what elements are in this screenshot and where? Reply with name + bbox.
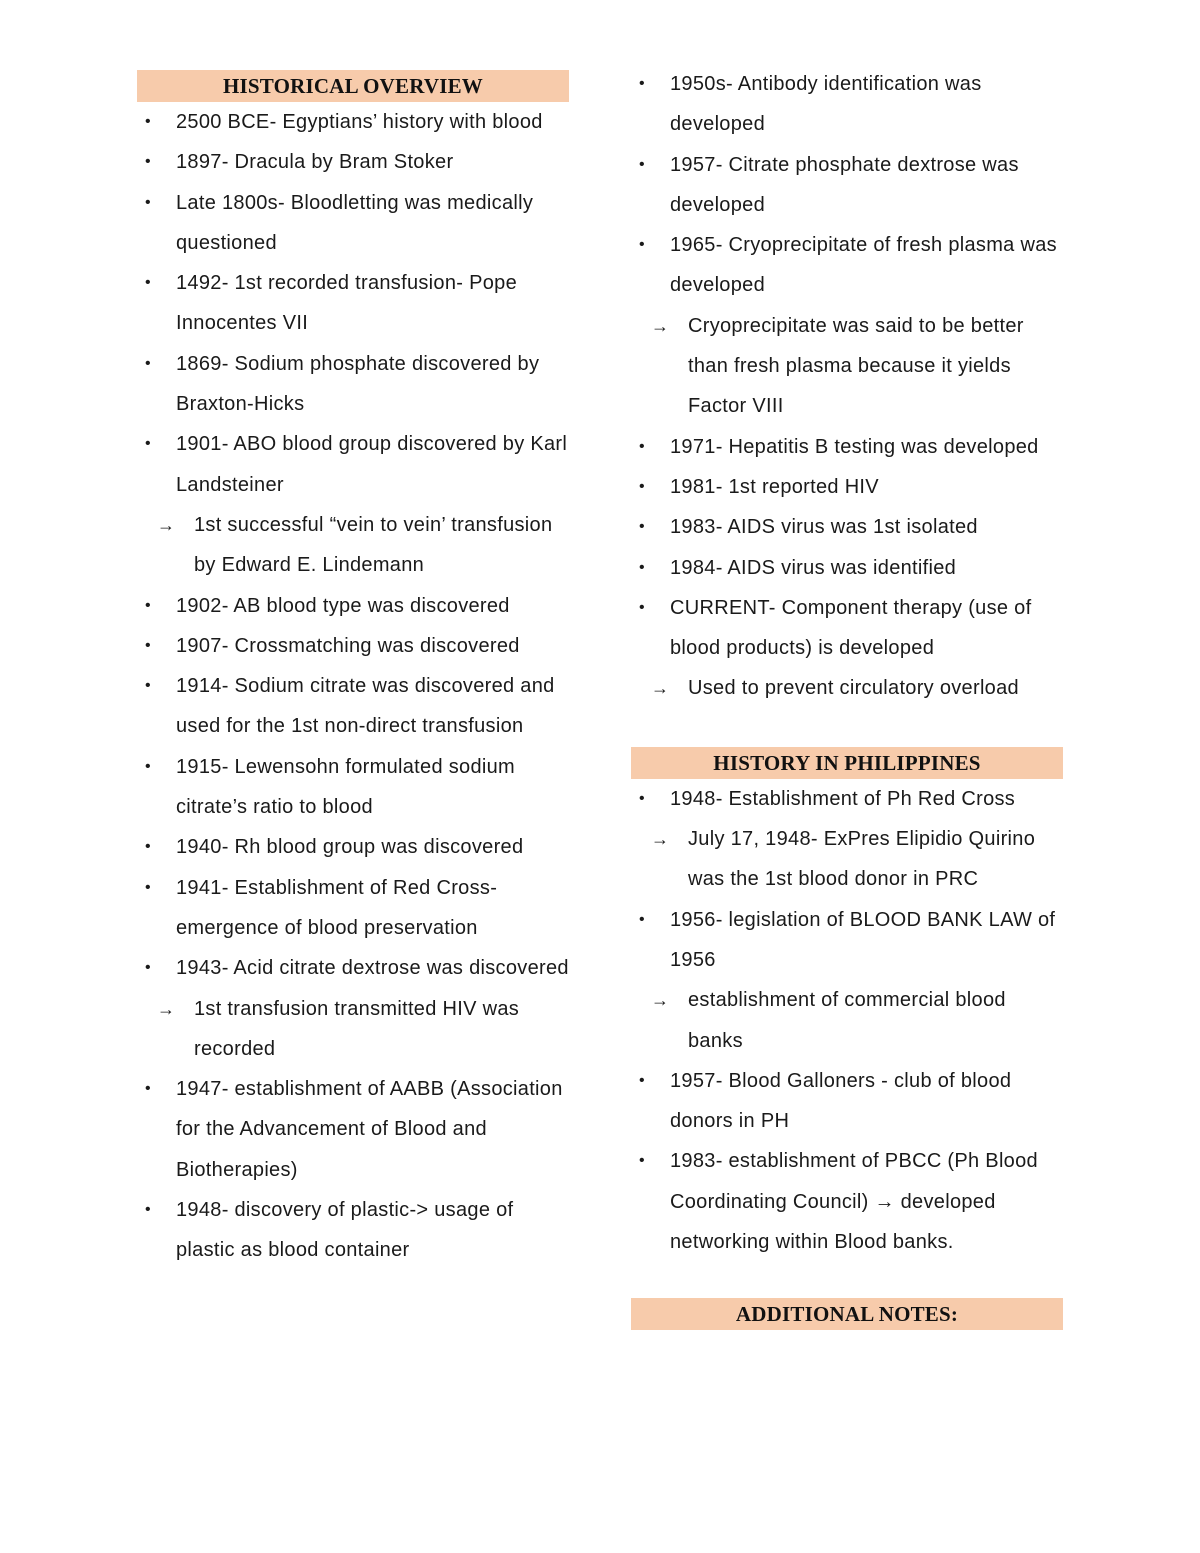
list-item-text: 1897- Dracula by Bram Stoker (176, 151, 454, 174)
list-item (631, 779, 1063, 819)
sub-list-item (631, 819, 1063, 900)
bullet-icon: • (145, 113, 151, 130)
bullet-icon: • (145, 757, 151, 775)
list-item (631, 145, 1063, 226)
list-item-text: Used to prevent circulatory overload (688, 677, 1019, 700)
bullet-icon: • (145, 838, 151, 856)
bullet-icon: • (145, 677, 151, 695)
list-item-text: 1943- Acid citrate dextrose was discovered (176, 957, 569, 980)
bullet-icon: • (639, 236, 645, 254)
list-item-text: 1901- ABO blood group discovered by Karl Landsteiner (176, 433, 568, 496)
list-item (631, 900, 1063, 981)
bullet-icon: • (145, 596, 151, 614)
bullet-icon: • (145, 354, 151, 372)
sub-list-item (631, 980, 1063, 1061)
arrow-icon: → (651, 315, 670, 336)
bullet-icon: • (145, 1201, 151, 1219)
sub-list-item (137, 505, 569, 586)
list-item (137, 1069, 569, 1190)
bullet-icon: • (145, 193, 151, 211)
list-item-text: 1902- AB blood type was discovered (176, 594, 510, 617)
sub-list-item (137, 989, 569, 1070)
bullet-icon: • (145, 636, 151, 654)
list-item-text: 1948- Establishment of Ph Red Cross (670, 787, 1016, 810)
arrow-icon: → (651, 829, 670, 850)
bullet-icon: • (145, 435, 151, 453)
list-item-text: 1869- Sodium phosphate discovered by Braxton-Hicks (176, 352, 540, 416)
list-item-text: 1907- Crossmatching was discovered (176, 634, 520, 657)
list-item (631, 548, 1063, 588)
list-item-text: 1957- Citrate phosphate dextrose was developed (670, 153, 1019, 216)
list-item-text: 2500 BCE- Egyptians’ history with blood (176, 111, 543, 133)
list-item-text: CURRENT- Component therapy (use of blood products) is developed (670, 596, 1032, 660)
bullet-icon: • (639, 75, 645, 92)
list-item-text: 1941- Establishment of Red Cross- emergence of blood preservation (176, 876, 498, 939)
bullet-icon: • (145, 1080, 151, 1098)
list-item (631, 225, 1063, 306)
list-item (137, 586, 569, 626)
list-item (631, 588, 1063, 669)
list-item (137, 666, 569, 747)
list-item (631, 507, 1063, 547)
list-item-text: 1st transfusion transmitted HIV was recorded (194, 997, 520, 1060)
bullet-icon: • (639, 155, 645, 173)
list-item (631, 467, 1063, 507)
list-item (137, 1190, 569, 1271)
list-item (137, 142, 569, 182)
list-item (631, 427, 1063, 467)
bullet-icon: • (145, 274, 151, 292)
history-in-philippines-list (631, 779, 1063, 1263)
sub-list-item (631, 668, 1063, 708)
list-item-text: 1983- AIDS virus was 1st isolated (670, 516, 978, 539)
list-item (137, 263, 569, 344)
list-item-text: 1971- Hepatitis B testing was developed (670, 435, 1039, 458)
list-item-text: establishment of commercial blood banks (688, 989, 1006, 1052)
history-in-philippines-heading: HISTORY IN PHILIPPINES (631, 747, 1063, 779)
list-item (137, 102, 569, 142)
list-item (631, 64, 1063, 145)
list-item-text: Cryoprecipitate was said to be better than fresh plasma because it yields Factor VIII (688, 314, 1024, 418)
list-item (137, 948, 569, 988)
section-spacer (631, 709, 1063, 747)
arrow-icon: → (651, 990, 670, 1011)
list-item (137, 626, 569, 666)
bullet-icon: • (639, 437, 645, 455)
bullet-icon: • (639, 1152, 645, 1170)
list-item-text: 1492- 1st recorded transfusion- Pope Innocentes VII (176, 272, 517, 335)
list-item-text: 1981- 1st reported HIV (670, 475, 879, 498)
bullet-icon: • (639, 598, 645, 616)
additional-notes-heading: ADDITIONAL NOTES: (631, 1298, 1063, 1330)
left-column (137, 70, 569, 1271)
list-item-text: 1957- Blood Galloners - club of blood donors in PH (670, 1069, 1012, 1133)
list-item-text: 1984- AIDS virus was identified (670, 556, 957, 579)
bullet-icon: • (639, 789, 645, 807)
bullet-icon: • (145, 153, 151, 171)
bullet-icon: • (145, 959, 151, 977)
bullet-icon: • (145, 878, 151, 896)
list-item (631, 1061, 1063, 1142)
historical-overview-heading: HISTORICAL OVERVIEW (137, 70, 569, 102)
section-spacer (631, 1262, 1063, 1298)
list-item (137, 747, 569, 828)
historical-overview-continued-list (631, 64, 1063, 709)
bullet-icon: • (639, 1071, 645, 1089)
arrow-icon: → (651, 678, 670, 699)
arrow-icon: → (157, 998, 176, 1019)
arrow-icon: → (157, 514, 176, 535)
bullet-icon: • (639, 910, 645, 928)
list-item-text: 1956- legislation of BLOOD BANK LAW of 1956 (670, 908, 1056, 971)
list-item (137, 424, 569, 505)
bullet-icon: • (639, 558, 645, 576)
list-item-text: 1965- Cryoprecipitate of fresh plasma was developed (670, 234, 1057, 297)
list-item (137, 827, 569, 867)
sub-list-item (631, 306, 1063, 427)
list-item-text: 1940- Rh blood group was discovered (176, 836, 524, 859)
list-item-text: 1914- Sodium citrate was discovered and used for the 1st non-direct transfusion (176, 675, 555, 738)
list-item-text: Late 1800s- Bloodletting was medically questioned (176, 191, 534, 254)
list-item-text: 1915- Lewensohn formulated sodium citrate’s ratio to blood (176, 755, 515, 819)
list-item (631, 1141, 1063, 1262)
right-column (631, 64, 1063, 1330)
list-item-text: 1983- establishment of PBCC (Ph Blood Coordinating Council) → developed networking within Blood banks. (670, 1150, 1038, 1254)
historical-overview-list (137, 102, 569, 1271)
bullet-icon: • (639, 477, 645, 495)
list-item-text: 1947- establishment of AABB (Association for the Advancement of Blood and Biotherapies) (176, 1078, 563, 1181)
list-item-text: July 17, 1948- ExPres Elipidio Quirino was the 1st blood donor in PRC (688, 828, 1036, 891)
bullet-icon: • (639, 518, 645, 536)
list-item (137, 183, 569, 264)
list-item (137, 344, 569, 425)
list-item-text: 1948- discovery of plastic-> usage of plastic as blood container (176, 1199, 514, 1262)
list-item-text: 1950s- Antibody identification was developed (670, 73, 982, 136)
list-item (137, 868, 569, 949)
list-item-text: 1st successful “vein to vein’ transfusion by Edward E. Lindemann (194, 513, 553, 577)
